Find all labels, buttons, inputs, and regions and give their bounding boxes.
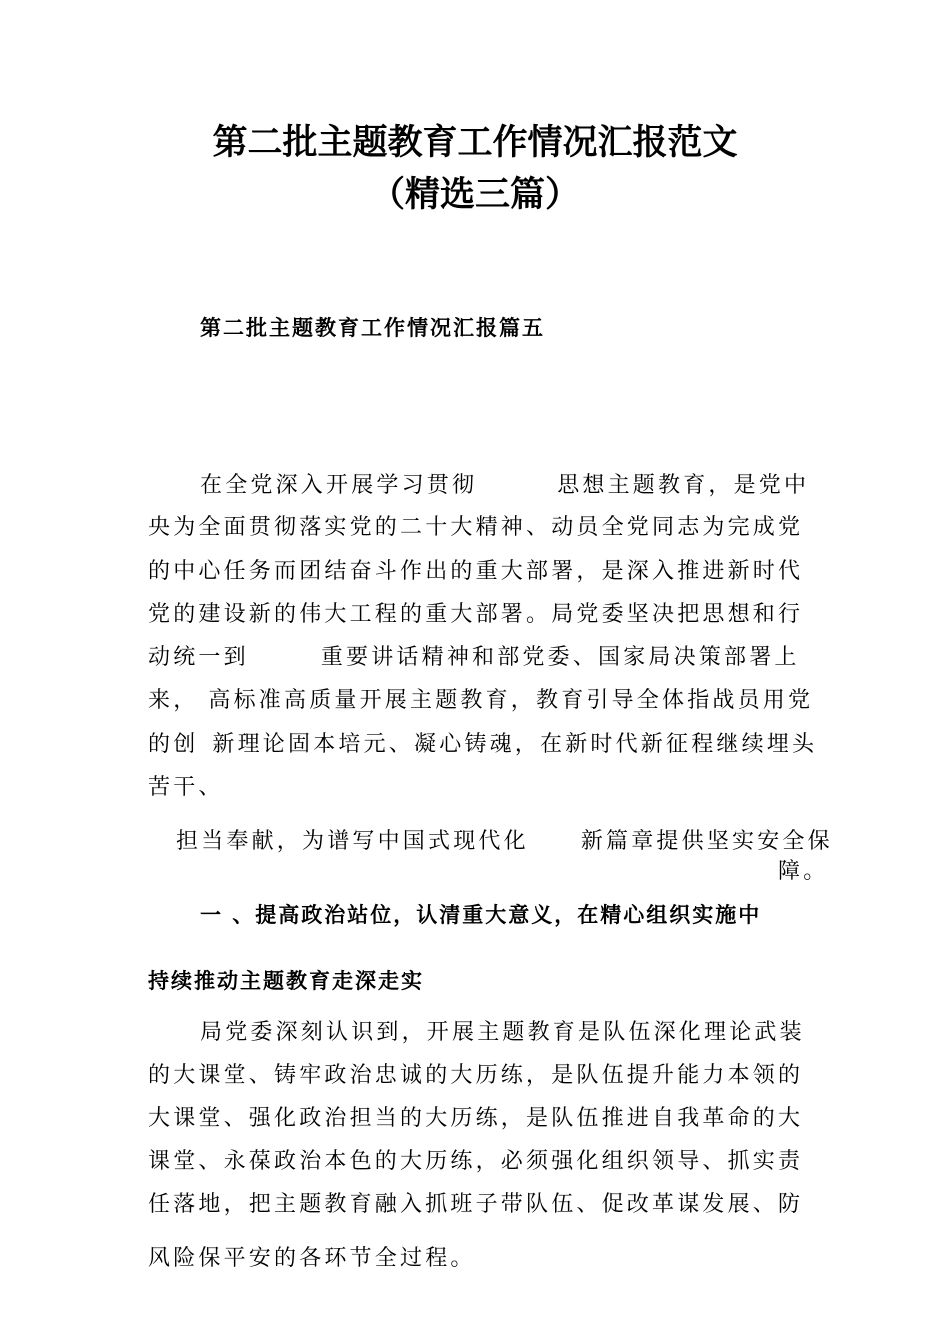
subsection-1-line-5: 任落地，把主题教育融入抓班子带队伍、促改革谋发展、防 [148,1192,804,1217]
intro-line-9-part-b: 新篇章提供坚实安全保 [580,829,833,854]
intro-line-9 [176,826,833,858]
intro-line-7-part-a: 的创 [148,732,199,757]
subsection-1-heading-line-2: 持续推动主题教育走深走实 [148,969,424,993]
intro-line-1 [200,470,809,502]
document-title-line2: （精选三篇） [369,175,580,215]
subsection-1-line-6: 风险保平安的各环节全过程。 [148,1246,476,1271]
intro-line-5 [148,642,800,674]
intro-line-2: 央为全面贯彻落实党的二十大精神、动员全党同志为完成党 [148,515,804,540]
intro-line-5-part-b: 重要讲话精神和部党委、国家局决策部署上 [320,645,800,670]
subsection-1-line-1: 局党委深刻认识到，开展主题教育是队伍深化理论武装 [200,1020,805,1045]
document-title-line1: 第二批主题教育工作情况汇报范文 [212,123,738,163]
section-heading: 第二批主题教育工作情况汇报篇五 [200,316,545,340]
subsection-1-line-4: 课堂、永葆政治本色的大历练，必须强化组织领导、抓实责 [148,1149,804,1174]
subsection-1-line-2: 的大课堂、铸牢政治忠诚的大历练，是队伍提升能力本领的 [148,1063,804,1088]
intro-line-7 [148,729,817,761]
intro-line-4: 党的建设新的伟大工程的重大部署。局党委坚决把思想和行 [148,602,804,627]
intro-line-8: 苦干、 [148,775,224,800]
intro-line-6 [148,685,813,717]
intro-line-1-part-a: 在全党深入开展学习贯彻 [200,473,478,498]
subsection-1-heading-line-1: 一 、提高政治站位，认清重大意义，在精心组织实施中 [200,903,762,927]
intro-line-5-part-a: 动统一到 [148,645,249,670]
subsection-1-line-3: 大课堂、强化政治担当的大历练，是队伍推进自我革命的大 [148,1106,804,1131]
intro-line-3: 的中心任务而团结奋斗作出的重大部署，是深入推进新时代 [148,559,804,584]
intro-line-10: 障。 [778,859,829,884]
intro-line-6-part-b: 高标准高质量开展主题教育，教育引导全体指战员用党 [208,688,814,713]
intro-line-7-part-b: 新理论固本培元、凝心铸魂，在新时代新征程继续埋头 [212,732,818,757]
intro-line-6-part-a: 来， [148,688,199,713]
intro-line-1-part-b: 思想主题教育，是党中 [557,473,810,498]
intro-line-9-part-a: 担当奉献，为谱写中国式现代化 [176,829,529,854]
